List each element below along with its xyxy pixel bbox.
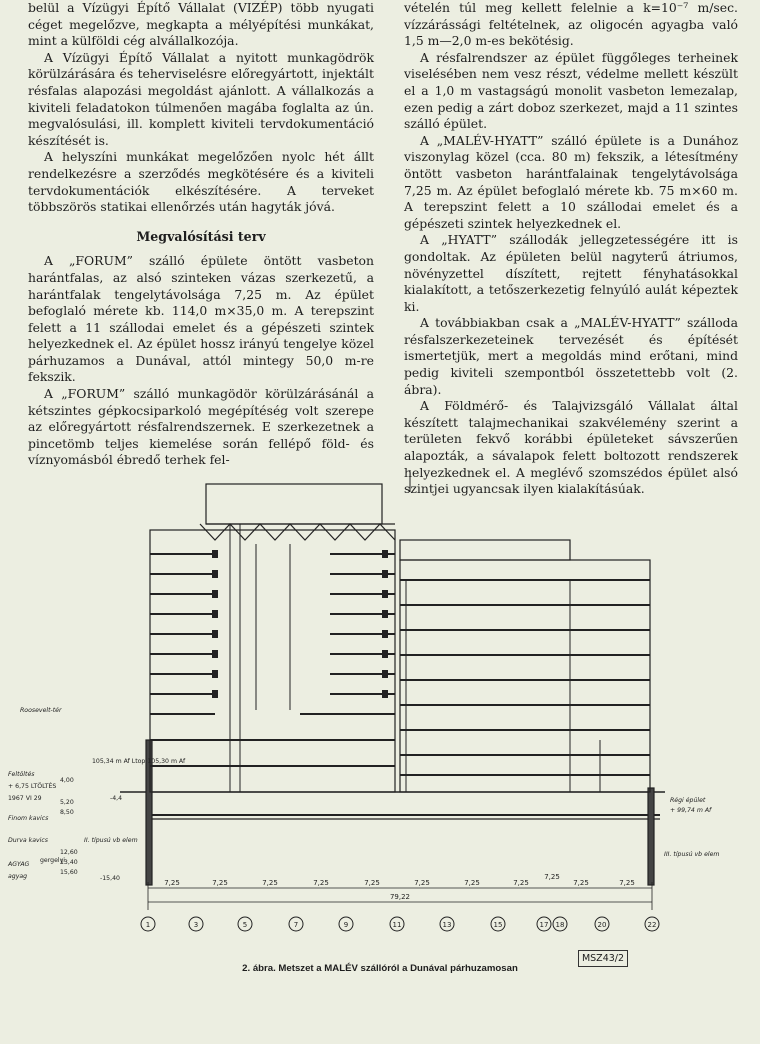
gergely-label: gergelyi <box>40 857 66 864</box>
span-label: 7,25 <box>464 879 480 887</box>
paragraph: vételén túl meg kellett felelnie a k=10⁻⁷ m/sec. vízzárássági feltételnek, az oligocén agyagba való 1,5 m—2,0 m-es bekötésig. <box>404 0 738 49</box>
depth-label: -15,40 <box>100 875 120 882</box>
axis-label: 20 <box>597 921 607 929</box>
soil-label: Finom kavics <box>8 815 49 822</box>
left-text-column <box>28 0 374 469</box>
roosevelt-label: Roosevelt-tér <box>20 707 62 714</box>
soil-label: Durva kavics <box>8 837 49 844</box>
total-dimension: 79,22 <box>389 893 411 901</box>
elevation-label: 105,34 m Af Ltop 105,30 m Af <box>92 758 186 765</box>
elevation-label: + 99,74 m Af <box>670 807 712 814</box>
axis-label: 3 <box>193 921 199 929</box>
paragraph: A továbbiakban csak a „MALÉV-HYATT” szálloda résfalszerkezeteinek tervezését és építését ismertetjük, mert a megoldás mind erőtani, mind pedig kiviteli szempontból összetettebb volt (2. ábra). <box>404 315 738 397</box>
soil-label: agyag <box>8 873 28 880</box>
span-label: 7,25 <box>313 879 329 887</box>
figure-caption: 2. ábra. Metszet a MALÉV szállóról a Dunával párhuzamosan <box>242 963 518 974</box>
paragraph: A „FORUM” szálló épülete öntött vasbeton harántfalas, az alsó szinteken vázas szerkezetű, a harántfalak tengelytávolsága 7,25 m. Az épület befoglaló mérete kb. 114,0 m×35,0 m. A terepszint felett a 11 szállodai emelet és a gépészeti szintek helyezkednek el. Az épület hossz irányú tengelye közel párhuzamos a Dunával, attól mintegy 50,0 m-re fekszik. <box>28 253 374 385</box>
axis-label: 13 <box>442 921 452 929</box>
axis-label: 15 <box>493 921 503 929</box>
span-label: 7,25 <box>262 879 278 887</box>
depth-label: -4,4 <box>110 795 123 802</box>
span-label: 7,25 <box>414 879 430 887</box>
axis-label: 5 <box>242 921 248 929</box>
span-label: 7,25 <box>513 879 529 887</box>
axis-label: 1 <box>145 921 151 929</box>
paragraph: A résfalrendszer az épület függőleges terheinek viselésében nem vesz részt, védelme mellett készült el a 1,0 m vastagságú monolit vasbeton lemezalap, ezen pedig a zárt doboz szerkezet, majd a 11 szintes szálló épület. <box>404 49 738 132</box>
span-label: 7,25 <box>212 879 228 887</box>
axis-label: 11 <box>392 921 402 929</box>
axis-label: 22 <box>647 921 657 929</box>
right-text-column <box>404 0 738 498</box>
paragraph: A „FORUM” szálló munkagödör körülzárásánál a kétszintes gépkocsiparkoló megépítéség volt szerepe az előregyártott résfalrendszernek. E szerkezetnek a pincetömb teljes kiemelése során fellépő föld- és víznyomásból ébredő terhek fel- <box>28 386 374 468</box>
side-figure: 12,60 <box>60 849 78 856</box>
old-building-label: Régi épület <box>670 797 706 804</box>
section-heading: Megvalósítási terv <box>136 228 266 244</box>
paragraph: A Földmérő- és Talajvizsgáló Vállalat által készített talajmechanikai szakvélemény szerint a területen fekvő korábbi épületeket sávszerűen alapozták, a sávalapok felett boltozott rendszerek helyezkednek el. A meglévő szomszédos épület alsó szintjei ugyancsak ilyen kialakításúak. <box>404 398 738 497</box>
figure-code-box: MSZ43/2 <box>578 950 628 967</box>
element-type-label: II. típusú vb elem <box>84 837 138 844</box>
paragraph: belül a Vízügyi Építő Vállalat (VIZÉP) több nyugati céget megelőzve, megkapta a mélyépítési munkákat, mint a külföldi cég alvállalkozója. <box>28 0 374 49</box>
paragraph: A Vízügyi Építő Vállalat a nyitott munkagödrök körülzárására és teherviselésre előregyártott, injektált résfalas alapozási megoldást ajánlott. A vállalkozás a kiviteli feladatokon túlmenően magába foglalta az ún. megvalósulási, ill. komplett kiviteli tervdokumentáció készítését is. <box>28 49 374 148</box>
side-figure: 4,00 <box>60 777 74 784</box>
side-figure: 13,40 <box>60 859 78 866</box>
section-drawing-figure <box>0 470 760 970</box>
span-label: 7,25 <box>619 879 635 887</box>
side-figure: 5,20 <box>60 799 74 806</box>
paragraph: A „HYATT” szállodák jellegzetességére itt is gondoltak. Az épületen belül nagyterű átriumos, növényzettel díszített, rejtett fényhatásokkal kialakított, a tetőszerkezetig felnyúló aulát képeztek ki. <box>404 232 738 314</box>
paragraph: A „MALÉV-HYATT” szálló épülete is a Dunához viszonylag közel (cca. 80 m) fekszik, a létesítmény öntött vasbeton harántfalainak tengelytávolsága 7,25 m. Az épület befoglaló mérete kb. 75 m×60 m. A terepszint felett a 10 szállodai emelet és a gépészeti szintek helyezkednek el. <box>404 132 738 231</box>
fill-label: Feltöltés <box>8 771 35 778</box>
span-label: 7,25 <box>544 873 560 881</box>
side-figure: 8,50 <box>60 809 74 816</box>
axis-label: 17 <box>539 921 549 929</box>
paragraph: A helyszíni munkákat megelőzően nyolc hét állt rendelkezésre a szerződés megkötésére és a kiviteli tervdokumentációk elkészítésére. A terveket többszörös statikai ellenőrzés után hagyták jóvá. <box>28 149 374 215</box>
elevation-label: + 6,75 LTÖLTÉS <box>8 783 57 790</box>
axis-label: 7 <box>293 921 299 929</box>
axis-label: 18 <box>555 921 565 929</box>
soil-label: AGYAG <box>8 861 30 868</box>
element-type-label: III. típusú vb elem <box>664 851 720 858</box>
building-section-drawing <box>0 470 760 970</box>
axis-label: 9 <box>343 921 349 929</box>
side-figure: 15,60 <box>60 869 78 876</box>
span-label: 7,25 <box>573 879 589 887</box>
span-label: 7,25 <box>164 879 180 887</box>
date-label: 1967 VI 29 <box>8 795 42 802</box>
span-label: 7,25 <box>364 879 380 887</box>
